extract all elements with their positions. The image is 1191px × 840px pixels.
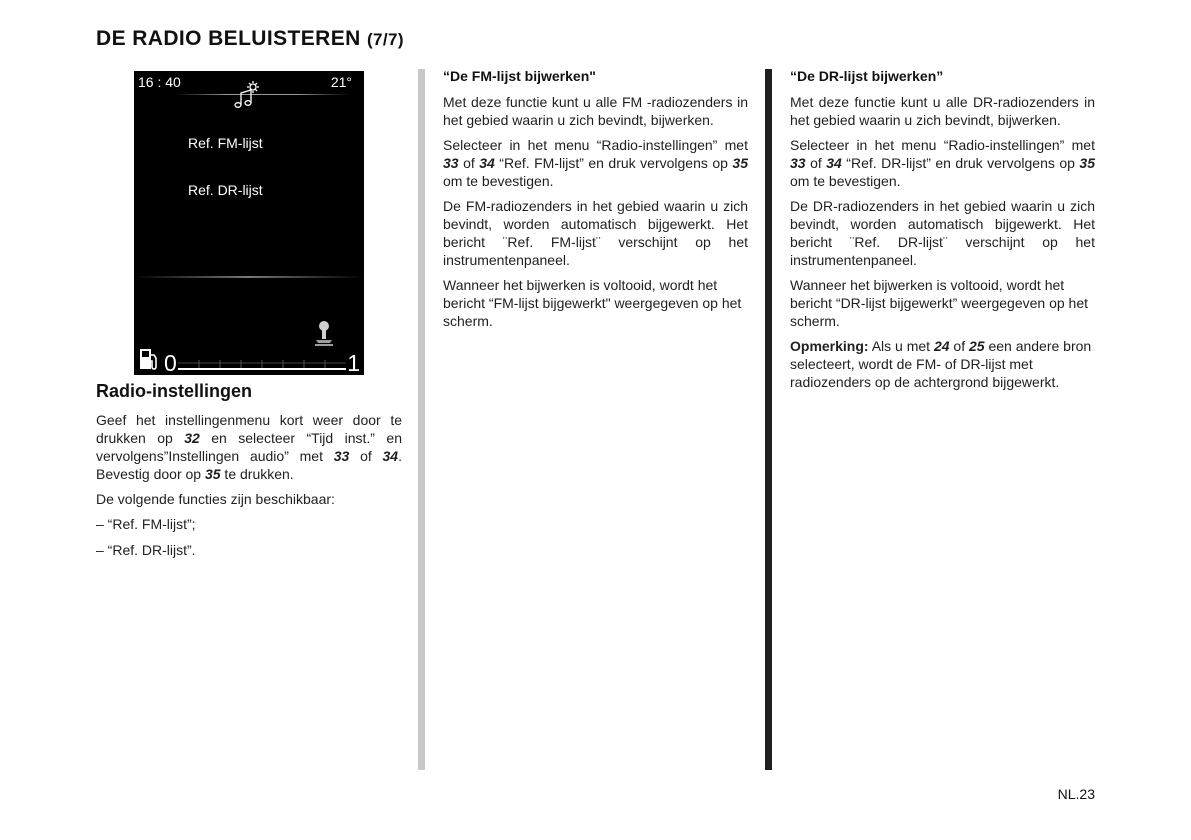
key-ref: 33	[790, 155, 806, 171]
key-ref: 33	[333, 448, 350, 464]
fuel-gauge-max: 1	[347, 350, 360, 375]
page-title-suffix: (7/7)	[366, 30, 404, 49]
column-divider-light	[418, 69, 425, 770]
text: of	[805, 155, 827, 171]
key-ref: 34	[826, 155, 842, 171]
screen-menu-item-ref-dr: Ref. DR-lijst	[188, 182, 263, 198]
paragraph: De DR-radiozenders in het gebied waarin u zich bevindt, worden automatisch bijgewerkt. Het bericht ¨Ref. DR-lijst¨ verschijnt op het instrumentenpaneel.	[790, 198, 1095, 268]
column-dr-list-update	[790, 67, 1095, 398]
page-title-text: DE RADIO BELUISTEREN	[96, 27, 361, 50]
paragraph	[443, 136, 748, 190]
fuel-pump-icon	[138, 347, 160, 371]
dashboard-screen-image	[134, 71, 364, 375]
screen-time: 16 : 40	[138, 74, 181, 90]
note-paragraph	[790, 337, 1095, 391]
screen-temperature: 21°	[330, 74, 352, 90]
key-ref: 35	[204, 466, 221, 482]
text: Selecteer in het menu “Radio-instellingen” met	[790, 137, 1095, 153]
column-radio-settings	[96, 411, 402, 567]
screen-menu-item-ref-fm: Ref. FM-lijst	[188, 135, 263, 151]
text: “Ref. FM-lijst” en druk vervolgens op	[494, 155, 733, 171]
paragraph	[96, 411, 402, 483]
key-ref: 32	[184, 430, 200, 446]
text: Selecteer in het menu “Radio-instellingen” met	[443, 137, 748, 153]
column-fm-list-update	[443, 67, 748, 337]
text: Geef het instellingenmenu kort weer door te drukken op	[96, 412, 402, 446]
paragraph: Wanneer het bijwerken is voltooid, wordt het bericht “DR-lijst bijgewerkt” weergegeven op het scherm.	[790, 277, 1089, 329]
heading-dr-list-update: “De DR-lijst bijwerken”	[790, 68, 944, 84]
page-number: NL.23	[1057, 786, 1095, 802]
heading-fm-list-update: “De FM-lijst bijwerken"	[443, 68, 596, 84]
key-ref: 35	[732, 155, 748, 171]
paragraph: Wanneer het bijwerken is voltooid, wordt het bericht “FM-lijst bijgewerkt" weergegeven op het scherm.	[443, 277, 742, 329]
text: . Bevestig door op	[96, 448, 402, 482]
screen-mid-divider	[134, 276, 364, 278]
text: of	[949, 338, 969, 354]
text: om te bevestigen.	[443, 173, 554, 189]
key-ref: 24	[933, 338, 950, 354]
page-title	[96, 27, 404, 51]
paragraph: Met deze functie kunt u alle DR-radiozenders in het gebied waarin u zich bevindt, bijwerken.	[790, 94, 1095, 128]
text: en selecteer “Tijd inst.” en vervolgens”Instellingen audio” met	[96, 430, 402, 464]
column-divider-dark	[765, 69, 772, 770]
gear-shift-icon	[312, 320, 336, 348]
list-item: – “Ref. FM-lijst”;	[96, 516, 196, 532]
note-label: Opmerking:	[790, 338, 869, 354]
paragraph: De FM-radiozenders in het gebied waarin u zich bevindt, worden automatisch bijgewerkt. Het bericht ¨Ref. FM-lijst¨ verschijnt op het instrumentenpaneel.	[443, 198, 748, 268]
key-ref: 34	[479, 155, 495, 171]
text: “Ref. DR-lijst” en druk vervolgens op	[841, 155, 1080, 171]
key-ref: 35	[1079, 155, 1095, 171]
key-ref: 25	[968, 338, 985, 354]
text: een andere bron selecteert, wordt de FM- of DR-lijst met radiozenders op de achtergrond bijgewerkt.	[790, 338, 1092, 390]
list-item: – “Ref. DR-lijst”.	[96, 542, 196, 558]
text: te drukken.	[220, 466, 294, 482]
text: om te bevestigen.	[790, 173, 901, 189]
key-ref: 33	[443, 155, 459, 171]
music-settings-icon	[230, 77, 264, 111]
fuel-gauge-min: 0	[164, 350, 177, 375]
paragraph: De volgende functies zijn beschikbaar:	[96, 491, 335, 507]
text: of	[349, 448, 383, 464]
fuel-gauge-bar	[178, 357, 346, 371]
key-ref: 34	[382, 448, 399, 464]
section-title-radio-settings: Radio-instellingen	[96, 381, 253, 401]
text: Als u met	[868, 338, 934, 354]
paragraph	[790, 136, 1095, 190]
paragraph: Met deze functie kunt u alle FM -radiozenders in het gebied waarin u zich bevindt, bijwerken.	[443, 94, 748, 128]
text: of	[458, 155, 480, 171]
